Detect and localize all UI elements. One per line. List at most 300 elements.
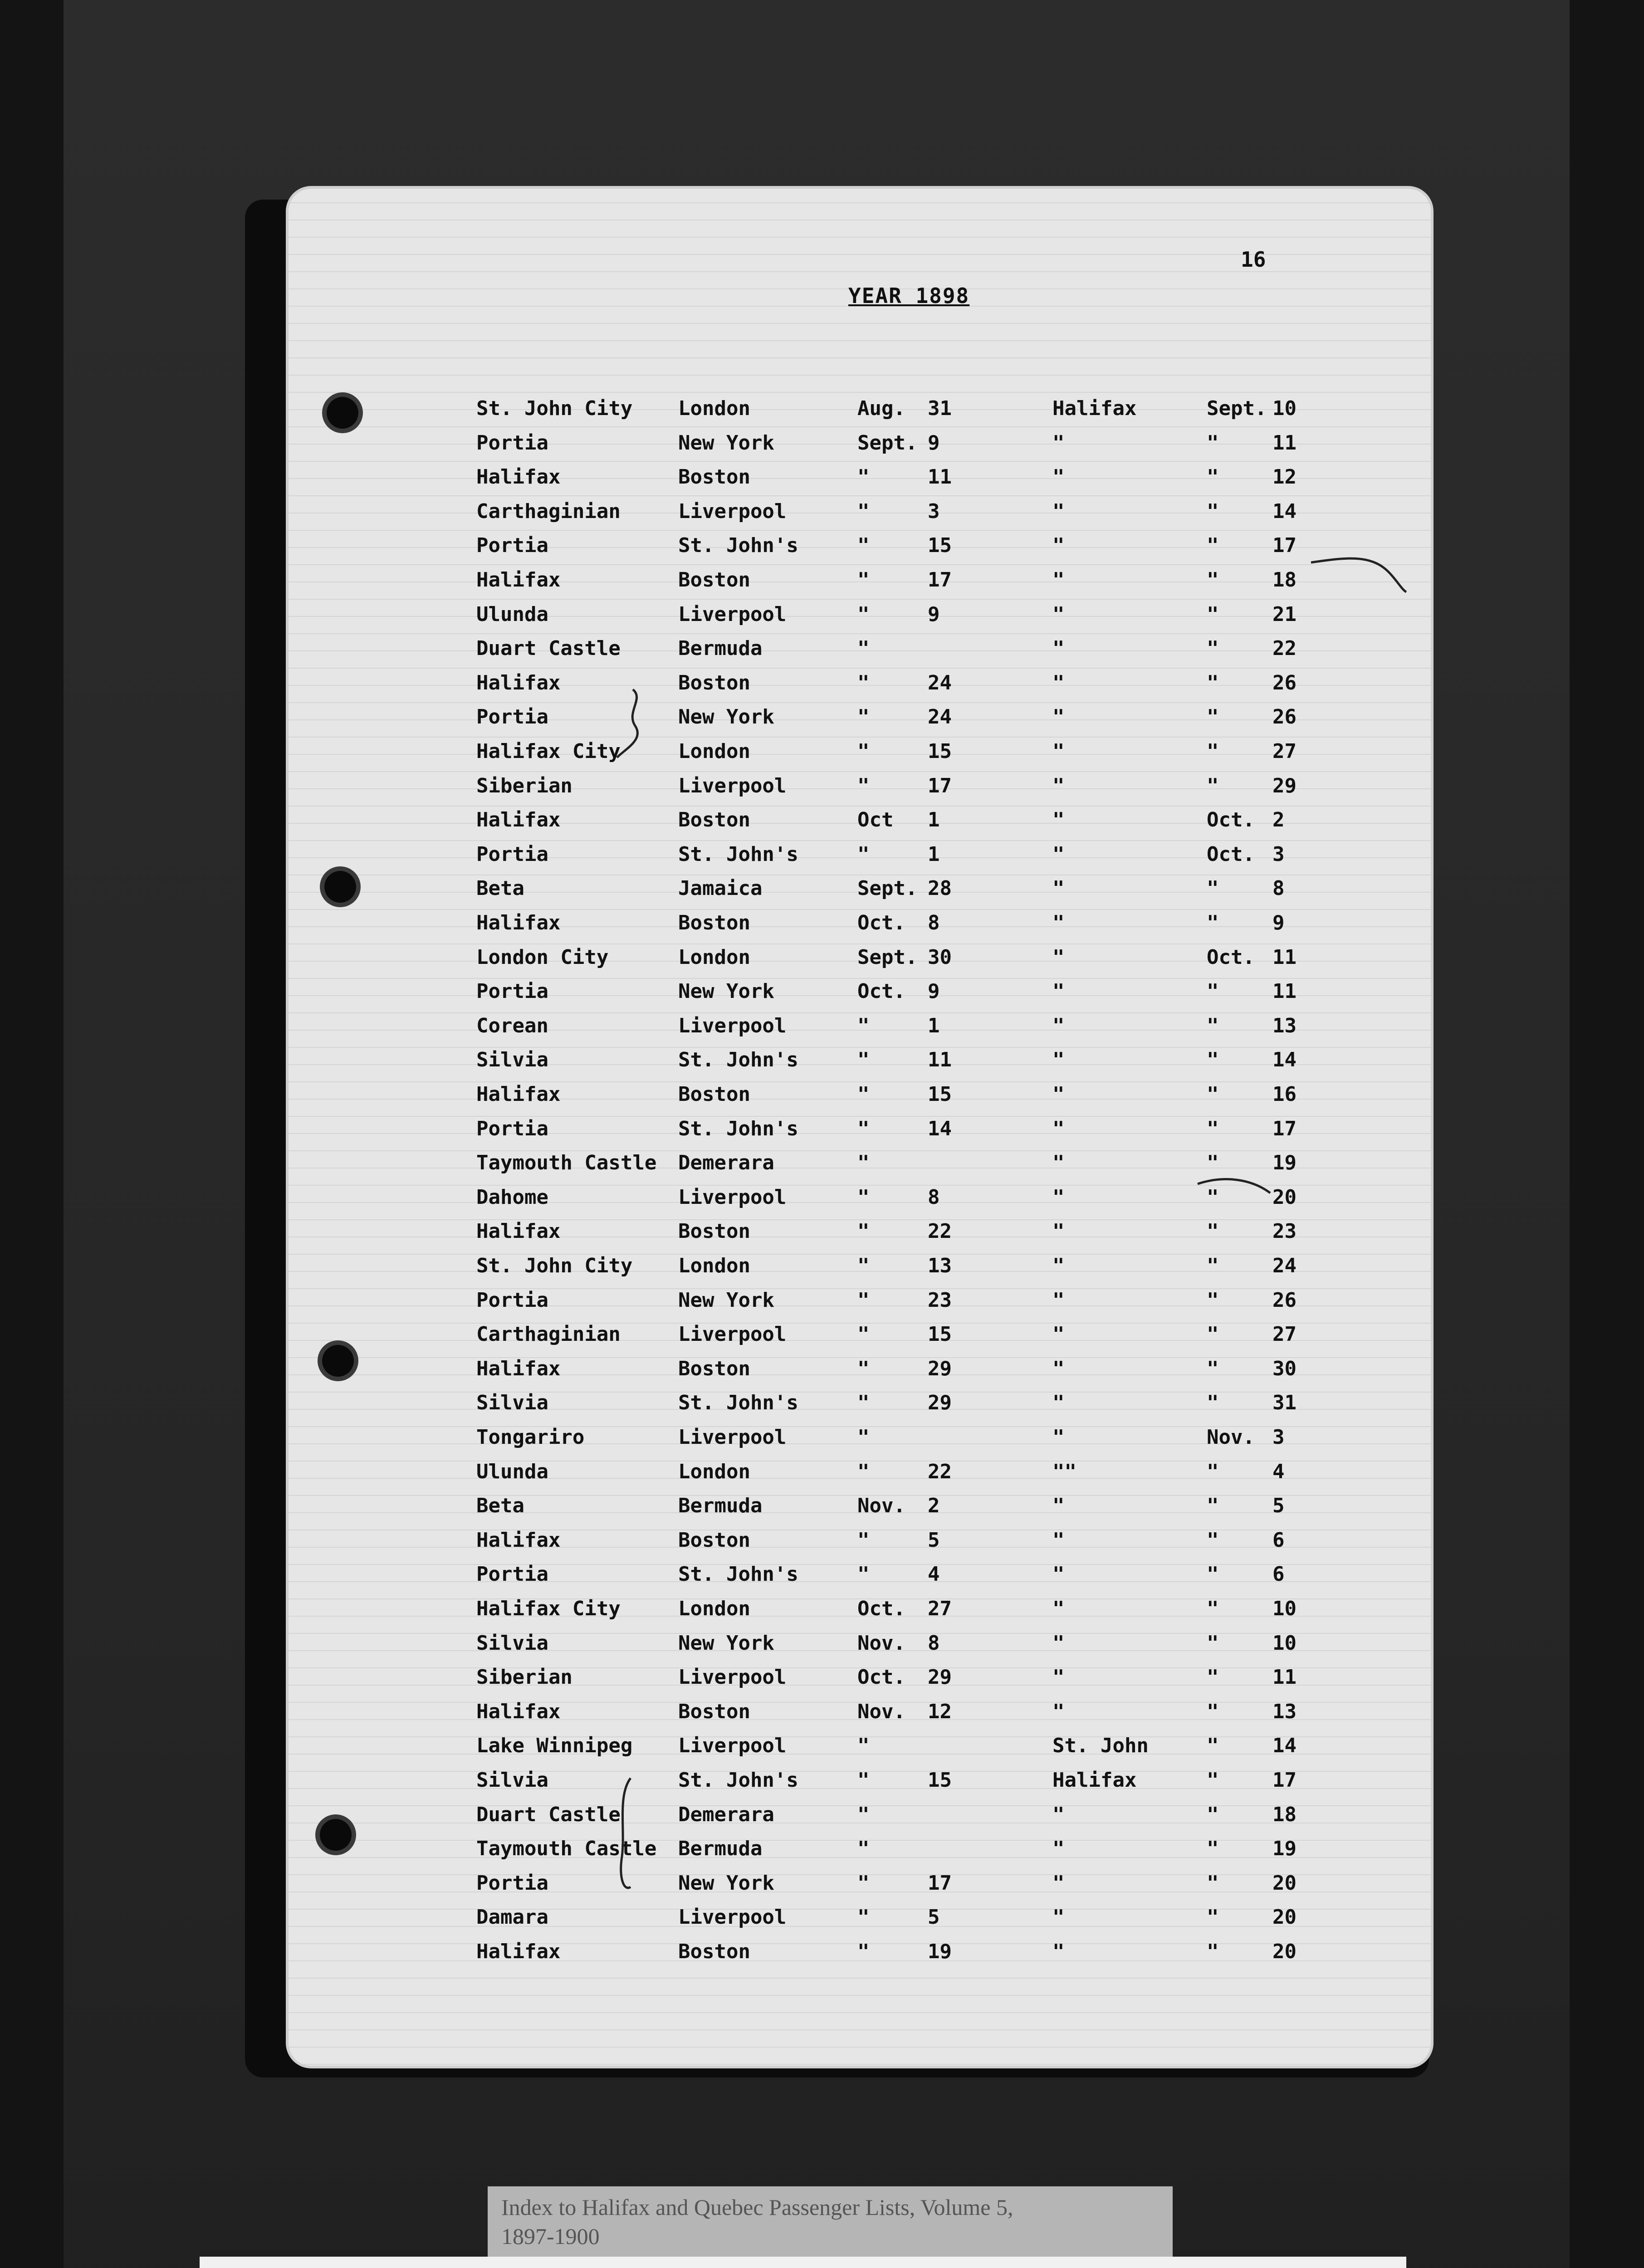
arrival-month-cell: " <box>1207 1734 1219 1758</box>
departure-month-cell: " <box>857 1048 870 1072</box>
departure-port-cell: Liverpool <box>678 1185 787 1209</box>
vessel-cell: Halifax <box>476 808 561 832</box>
departure-day-cell: 15 <box>928 740 952 763</box>
arrival-day-cell: 29 <box>1272 774 1297 797</box>
arrival-day-cell: 9 <box>1272 911 1285 934</box>
departure-port-cell: Liverpool <box>678 1426 787 1449</box>
departure-day-cell: 30 <box>928 945 952 969</box>
departure-port-cell: New York <box>678 705 774 729</box>
vessel-cell: Halifax <box>476 465 561 489</box>
archives-card <box>200 2257 1406 2268</box>
vessel-cell: Portia <box>476 1871 548 1895</box>
arrival-day-cell: 4 <box>1272 1460 1285 1483</box>
departure-month-cell: " <box>857 1357 870 1380</box>
arrival-day-cell: 10 <box>1272 397 1297 420</box>
arrival-month-cell: " <box>1207 1700 1219 1723</box>
arrival-port-cell: St. John <box>1052 1734 1149 1758</box>
arrival-port-cell: " <box>1052 1666 1065 1689</box>
arrival-month-cell: " <box>1207 1563 1219 1586</box>
departure-port-cell: Liverpool <box>678 1906 787 1929</box>
departure-port-cell: New York <box>678 1288 774 1312</box>
departure-port-cell: Liverpool <box>678 1014 787 1037</box>
arrival-port-cell: " <box>1052 568 1065 591</box>
departure-port-cell: Boston <box>678 1220 750 1243</box>
departure-month-cell: " <box>857 1528 870 1552</box>
arrival-day-cell: 17 <box>1272 1769 1297 1792</box>
vessel-cell: Dahome <box>476 1185 548 1209</box>
departure-port-cell: Boston <box>678 465 750 489</box>
arrival-port-cell: " <box>1052 980 1065 1003</box>
arrival-day-cell: 26 <box>1272 705 1297 729</box>
departure-day-cell: 4 <box>928 1563 940 1586</box>
arrival-port-cell: " <box>1052 911 1065 934</box>
departure-port-cell: London <box>678 740 750 763</box>
departure-month-cell: " <box>857 1426 870 1449</box>
departure-day-cell: 31 <box>928 397 952 420</box>
departure-port-cell: St. John's <box>678 534 798 557</box>
vessel-cell: Taymouth Castle <box>476 1151 657 1175</box>
vessel-cell: Portia <box>476 980 548 1003</box>
arrival-port-cell: " <box>1052 1151 1065 1175</box>
arrival-day-cell: 11 <box>1272 1666 1297 1689</box>
departure-port-cell: St. John's <box>678 1048 798 1072</box>
departure-day-cell: 2 <box>928 1494 940 1518</box>
departure-day-cell: 28 <box>928 877 952 900</box>
arrival-day-cell: 11 <box>1272 431 1297 455</box>
vessel-cell: Portia <box>476 1117 548 1140</box>
vessel-cell: Corean <box>476 1014 548 1037</box>
arrival-month-cell: " <box>1207 1871 1219 1895</box>
departure-port-cell: Demerara <box>678 1151 774 1175</box>
arrival-day-cell: 11 <box>1272 945 1297 969</box>
vessel-cell: Silvia <box>476 1769 548 1792</box>
departure-month-cell: " <box>857 637 870 660</box>
departure-month-cell: " <box>857 1734 870 1758</box>
arrival-month-cell: " <box>1207 671 1219 694</box>
arrival-day-cell: 30 <box>1272 1357 1297 1380</box>
arrival-month-cell: " <box>1207 1906 1219 1929</box>
arrival-port-cell: " <box>1052 740 1065 763</box>
departure-month-cell: Sept. <box>857 431 918 455</box>
departure-port-cell: Liverpool <box>678 1734 787 1758</box>
departure-day-cell: 11 <box>928 1048 952 1072</box>
departure-month-cell: Sept. <box>857 945 918 969</box>
departure-day-cell: 5 <box>928 1906 940 1929</box>
departure-day-cell: 8 <box>928 1185 940 1209</box>
departure-port-cell: Boston <box>678 671 750 694</box>
vessel-cell: Ulunda <box>476 1460 548 1483</box>
arrival-port-cell: " <box>1052 808 1065 832</box>
arrival-port-cell: " <box>1052 1391 1065 1415</box>
arrival-day-cell: 6 <box>1272 1563 1285 1586</box>
arrival-day-cell: 19 <box>1272 1837 1297 1861</box>
departure-month-cell: " <box>857 1940 870 1963</box>
page-number: 16 <box>1241 247 1266 272</box>
arrival-day-cell: 26 <box>1272 671 1297 694</box>
vessel-cell: Halifax <box>476 671 561 694</box>
arrival-port-cell: " <box>1052 1254 1065 1277</box>
vessel-cell: Halifax <box>476 1083 561 1106</box>
arrival-port-cell: " <box>1052 1357 1065 1380</box>
departure-day-cell: 13 <box>928 1254 952 1277</box>
arrival-port-cell: " <box>1052 637 1065 660</box>
departure-month-cell: " <box>857 1906 870 1929</box>
arrival-month-cell: " <box>1207 1837 1219 1861</box>
vessel-cell: Lake Winnipeg <box>476 1734 633 1758</box>
vessel-cell: Halifax City <box>476 740 621 763</box>
vessel-cell: Beta <box>476 1494 524 1518</box>
arrival-port-cell: Halifax <box>1052 1769 1137 1792</box>
vessel-cell: Silvia <box>476 1631 548 1655</box>
arrival-day-cell: 26 <box>1272 1288 1297 1312</box>
arrival-day-cell: 17 <box>1272 1117 1297 1140</box>
vessel-cell: Halifax <box>476 1940 561 1963</box>
arrival-day-cell: 16 <box>1272 1083 1297 1106</box>
departure-port-cell: London <box>678 1597 750 1620</box>
departure-day-cell: 8 <box>928 911 940 934</box>
arrival-port-cell: " <box>1052 1871 1065 1895</box>
departure-port-cell: Boston <box>678 568 750 591</box>
departure-port-cell: New York <box>678 980 774 1003</box>
arrival-month-cell: " <box>1207 1940 1219 1963</box>
departure-day-cell: 29 <box>928 1666 952 1689</box>
vessel-cell: Siberian <box>476 774 572 797</box>
departure-month-cell: " <box>857 1185 870 1209</box>
departure-month-cell: " <box>857 1254 870 1277</box>
arrival-month-cell: " <box>1207 1288 1219 1312</box>
arrival-day-cell: 14 <box>1272 1734 1297 1758</box>
departure-month-cell: " <box>857 1837 870 1861</box>
arrival-day-cell: 8 <box>1272 877 1285 900</box>
departure-month-cell: " <box>857 1220 870 1243</box>
arrival-month-cell: Nov. <box>1207 1426 1255 1449</box>
arrival-port-cell: " <box>1052 1597 1065 1620</box>
arrival-port-cell: " <box>1052 499 1065 523</box>
arrival-port-cell: " <box>1052 431 1065 455</box>
arrival-port-cell: " <box>1052 1426 1065 1449</box>
arrival-port-cell: " <box>1052 1563 1065 1586</box>
arrival-day-cell: 23 <box>1272 1220 1297 1243</box>
arrival-month-cell: " <box>1207 1391 1219 1415</box>
arrival-day-cell: 13 <box>1272 1700 1297 1723</box>
departure-day-cell: 29 <box>928 1357 952 1380</box>
arrival-port-cell: " <box>1052 534 1065 557</box>
departure-month-cell: Nov. <box>857 1700 905 1723</box>
arrival-port-cell: " <box>1052 1803 1065 1826</box>
departure-month-cell: " <box>857 842 870 866</box>
arrival-month-cell: " <box>1207 774 1219 797</box>
departure-port-cell: Liverpool <box>678 499 787 523</box>
departure-day-cell: 15 <box>928 1769 952 1792</box>
arrival-month-cell: " <box>1207 602 1219 626</box>
arrival-day-cell: 14 <box>1272 1048 1297 1072</box>
vessel-cell: Beta <box>476 877 524 900</box>
departure-port-cell: New York <box>678 1631 774 1655</box>
arrival-month-cell: " <box>1207 1185 1219 1209</box>
departure-port-cell: Boston <box>678 1528 750 1552</box>
vessel-cell: Duart Castle <box>476 1803 621 1826</box>
departure-port-cell: St. John's <box>678 1563 798 1586</box>
departure-day-cell: 17 <box>928 568 952 591</box>
departure-day-cell: 1 <box>928 808 940 832</box>
vessel-cell: Portia <box>476 534 548 557</box>
departure-month-cell: " <box>857 465 870 489</box>
arrival-port-cell: " <box>1052 1631 1065 1655</box>
arrival-month-cell: " <box>1207 1631 1219 1655</box>
arrival-day-cell: 20 <box>1272 1940 1297 1963</box>
arrival-port-cell: " <box>1052 1528 1065 1552</box>
arrival-port-cell: " <box>1052 1288 1065 1312</box>
arrival-month-cell: " <box>1207 1528 1219 1552</box>
departure-month-cell: " <box>857 1323 870 1346</box>
departure-month-cell: Oct. <box>857 911 905 934</box>
index-label-line: 1897-1900 <box>501 2224 600 2249</box>
arrival-month-cell: " <box>1207 568 1219 591</box>
arrival-port-cell: " <box>1052 1014 1065 1037</box>
departure-port-cell: Demerara <box>678 1803 774 1826</box>
vessel-cell: St. John City <box>476 397 633 420</box>
departure-day-cell: 24 <box>928 671 952 694</box>
arrival-month-cell: " <box>1207 1014 1219 1037</box>
arrival-month-cell: " <box>1207 705 1219 729</box>
arrival-day-cell: 27 <box>1272 1323 1297 1346</box>
arrival-month-cell: " <box>1207 1597 1219 1620</box>
arrival-day-cell: 21 <box>1272 602 1297 626</box>
arrival-day-cell: 22 <box>1272 637 1297 660</box>
departure-month-cell: " <box>857 774 870 797</box>
departure-day-cell: 27 <box>928 1597 952 1620</box>
departure-port-cell: St. John's <box>678 1117 798 1140</box>
departure-port-cell: London <box>678 945 750 969</box>
arrival-month-cell: " <box>1207 1117 1219 1140</box>
departure-day-cell: 15 <box>928 1323 952 1346</box>
departure-month-cell: Oct. <box>857 980 905 1003</box>
departure-month-cell: " <box>857 1014 870 1037</box>
arrival-day-cell: 20 <box>1272 1871 1297 1895</box>
arrival-port-cell: " <box>1052 877 1065 900</box>
departure-month-cell: " <box>857 1460 870 1483</box>
arrival-port-cell: " <box>1052 1048 1065 1072</box>
arrival-port-cell: " <box>1052 1494 1065 1518</box>
vessel-cell: Ulunda <box>476 602 548 626</box>
departure-day-cell: 23 <box>928 1288 952 1312</box>
arrival-day-cell: 11 <box>1272 980 1297 1003</box>
arrival-port-cell: " <box>1052 842 1065 866</box>
arrival-port-cell: " <box>1052 1117 1065 1140</box>
arrival-month-cell: " <box>1207 499 1219 523</box>
arrival-day-cell: 19 <box>1272 1151 1297 1175</box>
arrival-port-cell: " <box>1052 1837 1065 1861</box>
arrival-month-cell: Oct. <box>1207 808 1255 832</box>
arrival-month-cell: " <box>1207 637 1219 660</box>
departure-port-cell: London <box>678 1460 750 1483</box>
departure-month-cell: Oct. <box>857 1597 905 1620</box>
vessel-cell: London City <box>476 945 609 969</box>
departure-port-cell: Liverpool <box>678 1323 787 1346</box>
arrival-month-cell: " <box>1207 980 1219 1003</box>
arrival-month-cell: Sept. <box>1207 397 1267 420</box>
departure-month-cell: " <box>857 534 870 557</box>
departure-month-cell: " <box>857 671 870 694</box>
departure-month-cell: Nov. <box>857 1631 905 1655</box>
arrival-month-cell: " <box>1207 911 1219 934</box>
departure-month-cell: " <box>857 1803 870 1826</box>
departure-day-cell: 1 <box>928 842 940 866</box>
departure-port-cell: Boston <box>678 1940 750 1963</box>
arrival-day-cell: 3 <box>1272 1426 1285 1449</box>
departure-month-cell: " <box>857 1083 870 1106</box>
arrival-day-cell: 5 <box>1272 1494 1285 1518</box>
page-title: YEAR 1898 <box>848 284 970 308</box>
arrival-port-cell: " <box>1052 1185 1065 1209</box>
departure-port-cell: London <box>678 1254 750 1277</box>
vessel-cell: Halifax <box>476 911 561 934</box>
vessel-cell: Silvia <box>476 1391 548 1415</box>
departure-month-cell: " <box>857 1391 870 1415</box>
departure-port-cell: Jamaica <box>678 877 763 900</box>
departure-day-cell: 11 <box>928 465 952 489</box>
vessel-cell: Siberian <box>476 1666 572 1689</box>
arrival-day-cell: 27 <box>1272 740 1297 763</box>
arrival-month-cell: " <box>1207 534 1219 557</box>
arrival-day-cell: 2 <box>1272 808 1285 832</box>
departure-day-cell: 17 <box>928 774 952 797</box>
departure-day-cell: 19 <box>928 1940 952 1963</box>
departure-month-cell: " <box>857 1288 870 1312</box>
departure-day-cell: 5 <box>928 1528 940 1552</box>
departure-month-cell: Oct <box>857 808 894 832</box>
departure-port-cell: New York <box>678 1871 774 1895</box>
departure-port-cell: London <box>678 397 750 420</box>
arrival-port-cell: " <box>1052 1940 1065 1963</box>
vessel-cell: Halifax City <box>476 1597 621 1620</box>
arrival-month-cell: " <box>1207 1220 1219 1243</box>
departure-port-cell: St. John's <box>678 1391 798 1415</box>
departure-month-cell: Nov. <box>857 1494 905 1518</box>
vessel-cell: Duart Castle <box>476 637 621 660</box>
arrival-port-cell: " <box>1052 705 1065 729</box>
arrival-month-cell: " <box>1207 1803 1219 1826</box>
microfilm-index-label <box>488 2186 1173 2263</box>
departure-day-cell: 17 <box>928 1871 952 1895</box>
departure-month-cell: " <box>857 740 870 763</box>
vessel-cell: Halifax <box>476 1528 561 1552</box>
arrival-month-cell: Oct. <box>1207 945 1255 969</box>
arrival-port-cell: " <box>1052 1220 1065 1243</box>
departure-port-cell: Liverpool <box>678 602 787 626</box>
departure-day-cell: 3 <box>928 499 940 523</box>
vessel-cell: Portia <box>476 1288 548 1312</box>
arrival-port-cell: " <box>1052 1323 1065 1346</box>
vessel-cell: Portia <box>476 1563 548 1586</box>
arrival-day-cell: 12 <box>1272 465 1297 489</box>
departure-month-cell: " <box>857 1563 870 1586</box>
departure-day-cell: 9 <box>928 602 940 626</box>
arrival-day-cell: 14 <box>1272 499 1297 523</box>
arrival-day-cell: 13 <box>1272 1014 1297 1037</box>
departure-day-cell: 9 <box>928 980 940 1003</box>
departure-port-cell: Bermuda <box>678 1494 763 1518</box>
arrival-port-cell: " <box>1052 945 1065 969</box>
vessel-cell: Tongariro <box>476 1426 585 1449</box>
departure-port-cell: St. John's <box>678 1769 798 1792</box>
arrival-day-cell: 20 <box>1272 1906 1297 1929</box>
vessel-cell: Taymouth Castle <box>476 1837 657 1861</box>
vessel-cell: Halifax <box>476 1700 561 1723</box>
departure-day-cell: 22 <box>928 1460 952 1483</box>
arrival-month-cell: " <box>1207 1323 1219 1346</box>
departure-day-cell: 24 <box>928 705 952 729</box>
departure-port-cell: New York <box>678 431 774 455</box>
arrival-month-cell: Oct. <box>1207 842 1255 866</box>
departure-month-cell: " <box>857 705 870 729</box>
departure-port-cell: Boston <box>678 911 750 934</box>
arrival-port-cell: " <box>1052 602 1065 626</box>
arrival-port-cell: " <box>1052 774 1065 797</box>
vessel-cell: Carthaginian <box>476 499 621 523</box>
departure-day-cell: 9 <box>928 431 940 455</box>
vessel-cell: Portia <box>476 705 548 729</box>
departure-day-cell: 22 <box>928 1220 952 1243</box>
arrival-month-cell: " <box>1207 1494 1219 1518</box>
departure-month-cell: " <box>857 1769 870 1792</box>
arrival-port-cell: " <box>1052 1700 1065 1723</box>
departure-month-cell: " <box>857 568 870 591</box>
index-label-line: Index to Halifax and Quebec Passenger Lists, Volume 5, <box>501 2195 1013 2220</box>
departure-month-cell: Aug. <box>857 397 905 420</box>
arrival-month-cell: " <box>1207 465 1219 489</box>
arrival-port-cell: "" <box>1052 1460 1076 1483</box>
arrival-day-cell: 24 <box>1272 1254 1297 1277</box>
arrival-day-cell: 31 <box>1272 1391 1297 1415</box>
departure-month-cell: Oct. <box>857 1666 905 1689</box>
vessel-cell: St. John City <box>476 1254 633 1277</box>
arrival-port-cell: " <box>1052 465 1065 489</box>
arrival-day-cell: 10 <box>1272 1597 1297 1620</box>
departure-port-cell: Bermuda <box>678 637 763 660</box>
vessel-cell: Damara <box>476 1906 548 1929</box>
vessel-cell: Carthaginian <box>476 1323 621 1346</box>
departure-month-cell: Sept. <box>857 877 918 900</box>
vessel-cell: Halifax <box>476 1220 561 1243</box>
departure-month-cell: " <box>857 1117 870 1140</box>
vessel-cell: Halifax <box>476 1357 561 1380</box>
vessel-cell: Portia <box>476 842 548 866</box>
departure-day-cell: 8 <box>928 1631 940 1655</box>
departure-day-cell: 15 <box>928 534 952 557</box>
arrival-month-cell: " <box>1207 431 1219 455</box>
arrival-port-cell: " <box>1052 671 1065 694</box>
departure-port-cell: Boston <box>678 1700 750 1723</box>
arrival-month-cell: " <box>1207 1666 1219 1689</box>
departure-port-cell: Liverpool <box>678 1666 787 1689</box>
arrival-month-cell: " <box>1207 1048 1219 1072</box>
departure-port-cell: Bermuda <box>678 1837 763 1861</box>
arrival-month-cell: " <box>1207 1151 1219 1175</box>
arrival-port-cell: " <box>1052 1083 1065 1106</box>
vessel-cell: Halifax <box>476 568 561 591</box>
arrival-day-cell: 10 <box>1272 1631 1297 1655</box>
departure-day-cell: 29 <box>928 1391 952 1415</box>
departure-day-cell: 14 <box>928 1117 952 1140</box>
departure-month-cell: " <box>857 1871 870 1895</box>
arrival-day-cell: 3 <box>1272 842 1285 866</box>
arrival-day-cell: 20 <box>1272 1185 1297 1209</box>
departure-month-cell: " <box>857 1151 870 1175</box>
arrival-day-cell: 18 <box>1272 568 1297 591</box>
departure-port-cell: Boston <box>678 1357 750 1380</box>
arrival-month-cell: " <box>1207 1254 1219 1277</box>
